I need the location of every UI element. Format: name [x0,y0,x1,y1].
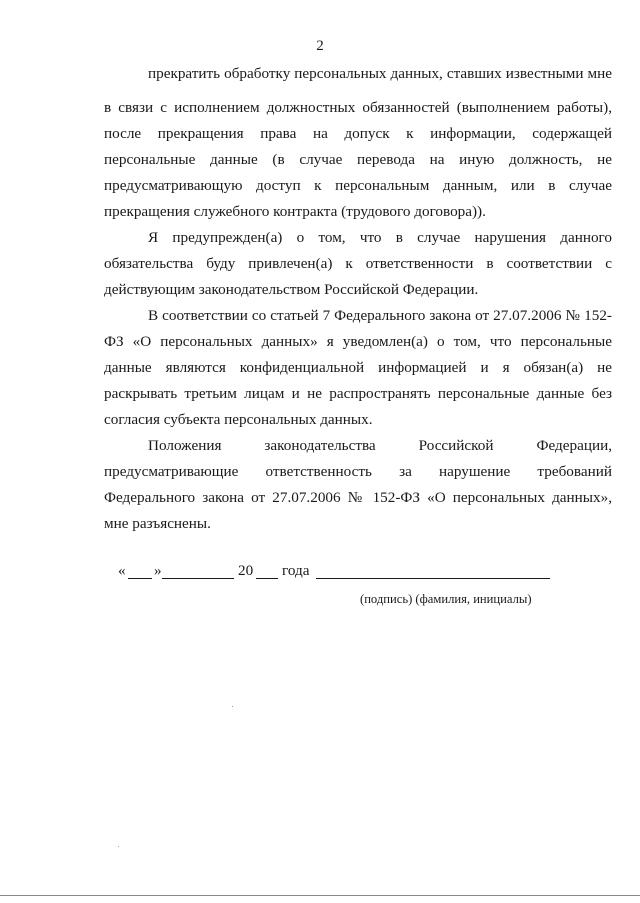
paragraph-line: действующим законодательством Российской Федерации. [104,281,479,298]
date-close-quote: » [154,562,162,579]
paragraph-line: раскрывать третьим лицам и не распространять персональные данные без [104,385,612,402]
paragraph-line: предусматривающую доступ к персональным данным, или в случае [104,177,612,194]
paragraph-line: после прекращения права на допуск к информации, содержащей [104,125,612,142]
paragraph-line: Я предупрежден(а) о том, что в случае нарушения данного [148,229,612,246]
paragraph-line: предусматривающие ответственность за нарушение требований [104,463,612,480]
paragraph-line: прекратить обработку персональных данных, ставших известными мне [148,65,612,82]
scan-bottom-edge [0,895,640,896]
year-blank-field [256,578,278,579]
year-word: года [282,562,310,579]
paragraph-line: Положения законодательства Российской Федерации, [148,437,612,454]
paragraph-line: в связи с исполнением должностных обязанностей (выполнением работы), [104,99,612,116]
paragraph-line: данные являются конфиденциальной информацией и я обязан(а) не [104,359,612,376]
day-blank-field [128,578,152,579]
paragraph-line: согласия субъекта персональных данных. [104,411,373,428]
date-open-quote: « [118,562,126,579]
scan-speck [232,706,233,707]
scan-speck [118,846,119,847]
paragraph-line: прекращения служебного контракта (трудового договора)). [104,203,486,220]
paragraph-line: В соответствии со статьей 7 Федерального закона от 27.07.2006 № 152- [148,307,612,324]
paragraph-line: персональные данные (в случае перевода на иную должность, не [104,151,612,168]
signature-caption: (подпись) (фамилия, инициалы) [360,592,532,606]
month-blank-field [162,578,234,579]
paragraph-line: Федерального закона от 27.07.2006 № 152-ФЗ «О персональных данных», [104,489,612,506]
paragraph-line: мне разъяснены. [104,515,211,532]
paragraph-line: обязательства буду привлечен(а) к ответственности в соответствии с [104,255,612,272]
signature-name-blank-field [316,578,550,579]
year-prefix: 20 [238,562,254,579]
signature-date-row [118,562,558,584]
page-number: 2 [316,38,324,54]
paragraph-line: ФЗ «О персональных данных» я уведомлен(а) о том, что персональные [104,333,612,350]
